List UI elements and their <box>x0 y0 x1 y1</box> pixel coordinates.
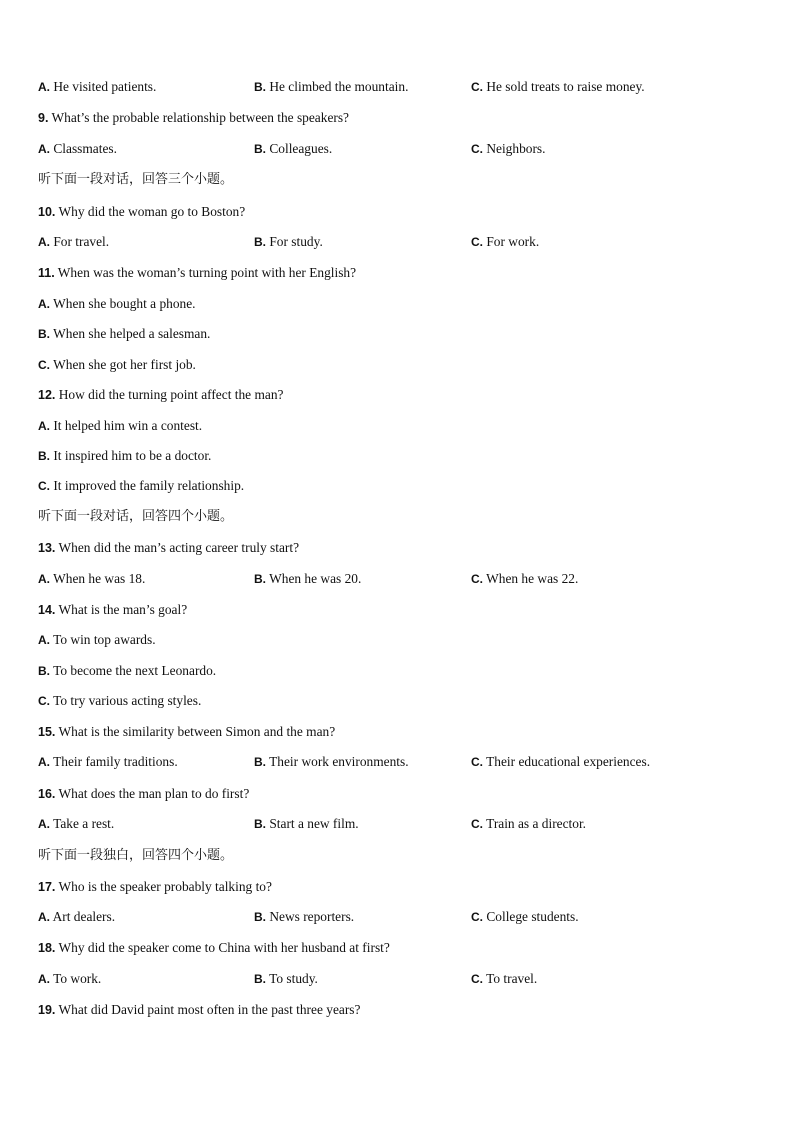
q13-number: 13. <box>38 541 56 555</box>
q14-option-b: B. To become the next Leonardo. <box>38 663 217 678</box>
section-instruction-3: 听下面一段独白，回答四个小题。 <box>38 848 234 863</box>
q11-option-b: B. When she helped a salesman. <box>38 326 211 341</box>
q12-option-c: C. It improved the family relationship. <box>38 478 245 493</box>
q16-text: What does the man plan to do first? <box>55 786 250 801</box>
q18-options <box>38 969 758 989</box>
q11-text: When was the woman’s turning point with her English? <box>54 265 357 280</box>
q15-option-a: A. Their family traditions. <box>38 754 178 769</box>
q8-options <box>38 77 758 97</box>
q8-option-b: B. He climbed the mountain. <box>254 79 409 94</box>
q18-text: Why did the speaker come to China with her husband at first? <box>55 940 390 955</box>
q11-number: 11. <box>38 266 55 280</box>
q14-text: What is the man’s goal? <box>55 602 188 617</box>
q8-option-c: C. He sold treats to raise money. <box>471 79 645 94</box>
q10-text: Why did the woman go to Boston? <box>55 204 246 219</box>
q10-stem <box>38 202 758 222</box>
q12-text: How did the turning point affect the man? <box>55 387 284 402</box>
q12-option-a: A. It helped him win a contest. <box>38 418 203 433</box>
q10-number: 10. <box>38 205 56 219</box>
q17-option-b: B. News reporters. <box>254 909 355 924</box>
q9-option-b: B. Colleagues. <box>254 141 333 156</box>
q15-option-b: B. Their work environments. <box>254 754 409 769</box>
q9-option-c: C. Neighbors. <box>471 141 546 156</box>
q10-option-b: B. For study. <box>254 234 323 249</box>
q12-stem <box>38 385 758 405</box>
q14-option-c: C. To try various acting styles. <box>38 693 202 708</box>
q13-option-a: A. When he was 18. <box>38 571 146 586</box>
q18-option-a: A. To work. <box>38 971 102 986</box>
q18-number: 18. <box>38 941 56 955</box>
q13-options <box>38 569 758 589</box>
q14-option-a: A. To win top awards. <box>38 632 156 647</box>
q13-stem <box>38 538 758 558</box>
q17-option-c: C. College students. <box>471 909 579 924</box>
q17-option-a: A. Art dealers. <box>38 909 116 924</box>
q18-option-b: B. To study. <box>254 971 318 986</box>
q16-option-b: B. Start a new film. <box>254 816 359 831</box>
q9-option-a: A. Classmates. <box>38 141 117 156</box>
q15-text: What is the similarity between Simon and the man? <box>55 724 336 739</box>
q13-option-c: C. When he was 22. <box>471 571 579 586</box>
q18-option-c: C. To travel. <box>471 971 538 986</box>
q19-stem <box>38 1000 758 1020</box>
section-instruction-2: 听下面一段对话，回答四个小题。 <box>38 509 234 524</box>
q8-option-a: A. He visited patients. <box>38 79 157 94</box>
q12-option-b: B. It inspired him to be a doctor. <box>38 448 212 463</box>
q13-text: When did the man’s acting career truly start? <box>55 540 300 555</box>
q17-options <box>38 907 758 927</box>
q17-text: Who is the speaker probably talking to? <box>55 879 272 894</box>
q16-number: 16. <box>38 787 56 801</box>
q13-option-b: B. When he was 20. <box>254 571 362 586</box>
q9-text: What’s the probable relationship between the speakers? <box>48 110 350 125</box>
section-instruction-1: 听下面一段对话，回答三个小题。 <box>38 172 234 187</box>
q18-stem <box>38 938 758 958</box>
q11-stem <box>38 263 758 283</box>
q19-text: What did David paint most often in the past three years? <box>55 1002 361 1017</box>
q17-stem <box>38 877 758 897</box>
q15-options <box>38 752 758 772</box>
q9-options <box>38 139 758 159</box>
q11-option-a: A. When she bought a phone. <box>38 296 196 311</box>
q15-number: 15. <box>38 725 56 739</box>
q12-number: 12. <box>38 388 56 402</box>
q15-option-c: C. Their educational experiences. <box>471 754 651 769</box>
q16-option-a: A. Take a rest. <box>38 816 115 831</box>
q10-options <box>38 232 758 252</box>
q15-stem <box>38 722 758 742</box>
q19-number: 19. <box>38 1003 56 1017</box>
q16-options <box>38 814 758 834</box>
q16-option-c: C. Train as a director. <box>471 816 587 831</box>
q17-number: 17. <box>38 880 56 894</box>
q9-number: 9. <box>38 111 49 125</box>
q10-option-a: A. For travel. <box>38 234 110 249</box>
q14-stem <box>38 600 758 620</box>
q9-stem <box>38 108 758 128</box>
q16-stem <box>38 784 758 804</box>
q14-number: 14. <box>38 603 56 617</box>
q10-option-c: C. For work. <box>471 234 540 249</box>
q11-option-c: C. When she got her first job. <box>38 357 196 372</box>
